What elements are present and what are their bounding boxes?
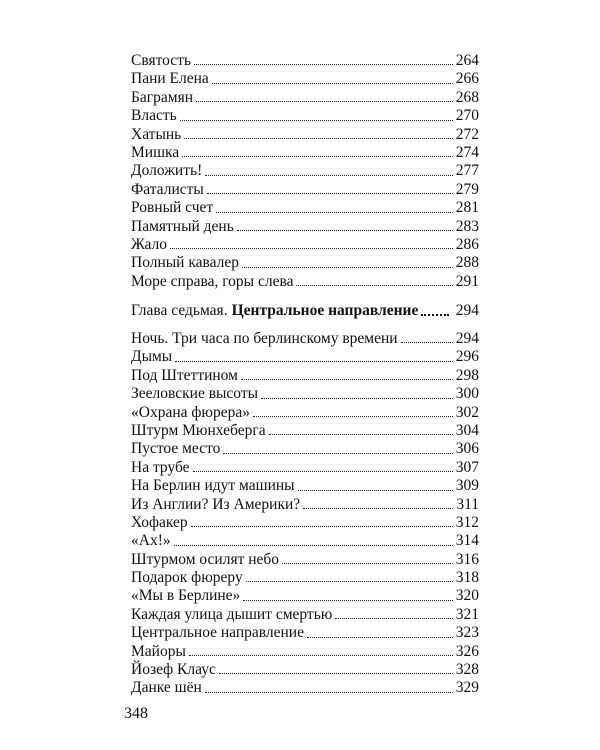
dot-leader [193,471,453,472]
dot-leader [207,193,453,194]
toc-entry-page: 316 [455,550,479,568]
dot-leader [241,379,453,380]
toc-entry [131,162,479,180]
toc-entry-title: Под Штеттином [131,366,238,384]
dot-leader [196,101,453,102]
toc-entry [131,330,479,348]
dot-leader [194,64,453,65]
toc-entry [131,254,479,272]
toc-entry [131,532,479,550]
dot-leader [401,342,453,343]
dot-leader [237,230,453,231]
toc-entry-title: Зееловские высоты [131,385,259,403]
toc-entry-page: 304 [455,421,479,439]
toc-entry-page: 309 [455,477,479,495]
toc-entry-title: Святость [131,51,192,69]
dot-leader [170,248,453,249]
toc-entry-page: 318 [455,569,479,587]
toc-entry-page: 296 [455,348,479,366]
toc-entry-title: Ночь. Три часа по берлинскому времени [131,329,398,347]
toc-entry [131,70,479,88]
toc-entry-page: 302 [455,403,479,421]
toc-entry [131,459,479,477]
toc-entry-title: Ровный счет [131,199,214,217]
toc-list-second [131,330,479,698]
dot-leader [223,453,453,454]
toc-entry-title: Памятный день [131,217,234,235]
toc-entry [131,385,479,403]
toc-entry [131,404,479,422]
chapter-title: Центральное направление [231,302,419,319]
toc-entry [131,587,479,605]
toc-entry-title: Майоры [131,642,186,660]
toc-entry-page: 323 [455,624,479,642]
toc-entry-page: 281 [455,199,479,217]
toc-entry-page: 288 [455,254,479,272]
toc-entry-page: 307 [455,458,479,476]
toc-entry [131,348,479,366]
toc-entry-page: 311 [456,495,479,513]
toc-entry-title: «Мы в Берлине» [131,587,241,605]
dot-leader [189,655,453,656]
dot-leader [180,120,453,121]
dot-leader [421,314,449,316]
toc-entry [131,569,479,587]
dot-leader [243,600,453,601]
toc-entry-page: 320 [455,587,479,605]
toc-entry-page: 294 [455,329,479,347]
dot-leader [246,581,453,582]
toc-entry-page: 283 [455,217,479,235]
toc-entry-page: 274 [455,143,479,161]
dot-leader [212,83,453,84]
toc-entry-page: 328 [455,661,479,679]
dot-leader [296,285,453,286]
toc-entry-title: Йозеф Клаус [131,661,216,679]
toc-entry [131,661,479,679]
toc-entry-title: Баграмян [131,88,193,106]
toc-entry-title: Данке шён [131,679,202,697]
toc-entry [131,477,479,495]
toc-entry [131,218,479,236]
toc-entry [131,679,479,697]
toc-entry-page: 291 [455,272,479,290]
toc-entry-page: 326 [455,642,479,660]
dot-leader [303,508,453,509]
dot-leader [261,398,453,399]
toc-entry-title: Центральное направление [131,624,304,642]
toc-entry-title: Штурм Мюнхеберга [131,421,266,439]
toc-entry [131,551,479,569]
toc-entry [131,514,479,532]
toc-entry-title: Пустое место [131,440,221,458]
dot-leader [335,618,453,619]
toc-entry-page: 272 [455,125,479,143]
toc-list-first [131,52,479,291]
toc-entry [131,496,479,514]
toc-entry [131,643,479,661]
toc-entry-page: 266 [455,70,479,88]
chapter-page-number: 294 [455,302,479,319]
toc-entry-page: 314 [455,532,479,550]
dot-leader [307,637,453,638]
toc-entry-page: 321 [455,605,479,623]
dot-leader [298,490,453,491]
toc-entry-title: Дымы [131,348,173,366]
toc-entry-title: Из Англии? Из Америки? [131,495,301,513]
toc-entry [131,273,479,291]
dot-leader [184,138,453,139]
chapter-heading [131,301,479,321]
toc-entry [131,236,479,254]
dot-leader [191,526,453,527]
toc-entry [131,199,479,217]
toc-entry-title: «Ах!» [131,532,171,550]
toc-entry-title: Хофакер [131,513,188,531]
dot-leader [219,673,453,674]
toc-entry [131,422,479,440]
toc-entry-title: Власть [131,107,177,125]
dot-leader [174,545,453,546]
toc-entry-page: 286 [455,235,479,253]
toc-entry-page: 306 [455,440,479,458]
dot-leader [205,175,453,176]
toc-entry-title: Фаталисты [131,180,204,198]
toc-entry-title: Пани Елена [131,70,209,88]
toc-entry [131,624,479,642]
toc-entry-title: Море справа, горы слева [131,272,294,290]
toc-entry-page: 300 [455,385,479,403]
dot-leader [282,563,453,564]
toc-entry [131,181,479,199]
toc-entry-title: Полный кавалер [131,254,240,272]
toc-entry-page: 264 [455,51,479,69]
toc-entry [131,126,479,144]
toc-entry-title: На Берлин идут машины [131,477,295,495]
toc-entry [131,144,479,162]
toc-entry-title: «Охрана фюрера» [131,403,251,421]
toc-entry-title: Подарок фюреру [131,569,243,587]
toc-entry [131,107,479,125]
dot-leader [205,692,453,693]
toc-entry-title: Каждая улица дышит смертью [131,605,333,623]
dot-leader [253,416,453,417]
toc-entry-page: 298 [455,366,479,384]
toc-entry-page: 277 [455,162,479,180]
dot-leader [182,156,453,157]
toc-entry-page: 268 [455,88,479,106]
toc-entry-title: Жало [131,235,168,253]
toc-entry [131,440,479,458]
dot-leader [175,361,453,362]
toc-entry-page: 329 [455,679,479,697]
toc-entry [131,367,479,385]
dot-leader [242,267,453,268]
toc-entry-title: Штурмом осилят небо [131,550,280,568]
toc-entry [131,606,479,624]
chapter-prefix: Глава седьмая. [131,302,228,319]
toc-entry-page: 279 [455,180,479,198]
toc-entry-title: Хатынь [131,125,182,143]
toc-entry-title: Мишка [131,143,180,161]
toc-entry-page: 312 [455,513,479,531]
toc-entry-title: На трубе [131,458,190,476]
toc-entry [131,52,479,70]
dot-leader [269,434,453,435]
page-number: 348 [124,705,148,722]
toc-entry [131,89,479,107]
dot-leader [216,212,453,213]
toc-entry-title: Доложить! [131,162,203,180]
toc-entry-page: 270 [455,107,479,125]
